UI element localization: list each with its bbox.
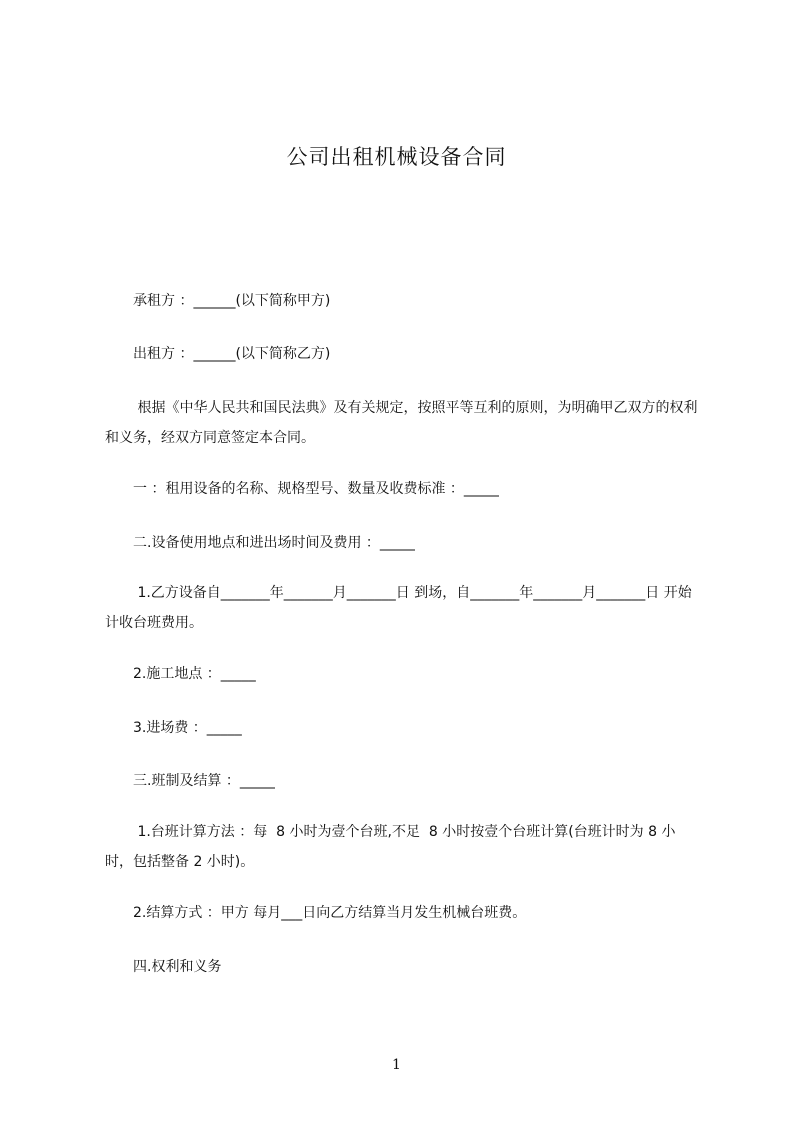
paragraph-section-4: 四.权利和义务: [105, 959, 222, 975]
paragraph-lessee: 承租方 ：______(以下简称甲方): [105, 293, 331, 309]
paragraph-section-1: 一 ：租用设备的名称、规格型号、数量及收费标准 ：_____: [105, 481, 499, 497]
paragraph-section-3: 三.班制及结算 ：_____: [105, 773, 275, 789]
paragraph-3-1: 1.台班计算方法 ：每 8 小时为壹个台班,不足 8 小时按壹个台班计算(台班计时为 8 小时，包括整备 2 小时)。: [105, 824, 676, 870]
paragraph-lessor: 出租方 ：______(以下简称乙方): [105, 346, 331, 362]
paragraph-2-1: 1.乙方设备自_______年_______月_______日 到场，自_______年_______月_______日 开始计收台班费用。: [105, 585, 692, 631]
page-number: 1: [392, 1057, 401, 1073]
document-title: 公司出租机械设备合同: [286, 145, 507, 169]
paragraph-2-3: 3.进场费 ：_____: [105, 720, 242, 736]
paragraph-3-2: 2.结算方式 ：甲方 每月___日向乙方结算当月发生机械台班费。: [105, 905, 527, 921]
paragraph-2-2: 2.施工地点 ：_____: [105, 666, 256, 682]
paragraph-section-2: 二.设备使用地点和进出场时间及费用 ：_____: [105, 535, 415, 551]
paragraph-preamble: 根据《中华人民共和国民法典》及有关规定，按照平等互利的原则，为明确甲乙双方的权利和义务，经双方同意签定本合同。: [105, 400, 698, 446]
